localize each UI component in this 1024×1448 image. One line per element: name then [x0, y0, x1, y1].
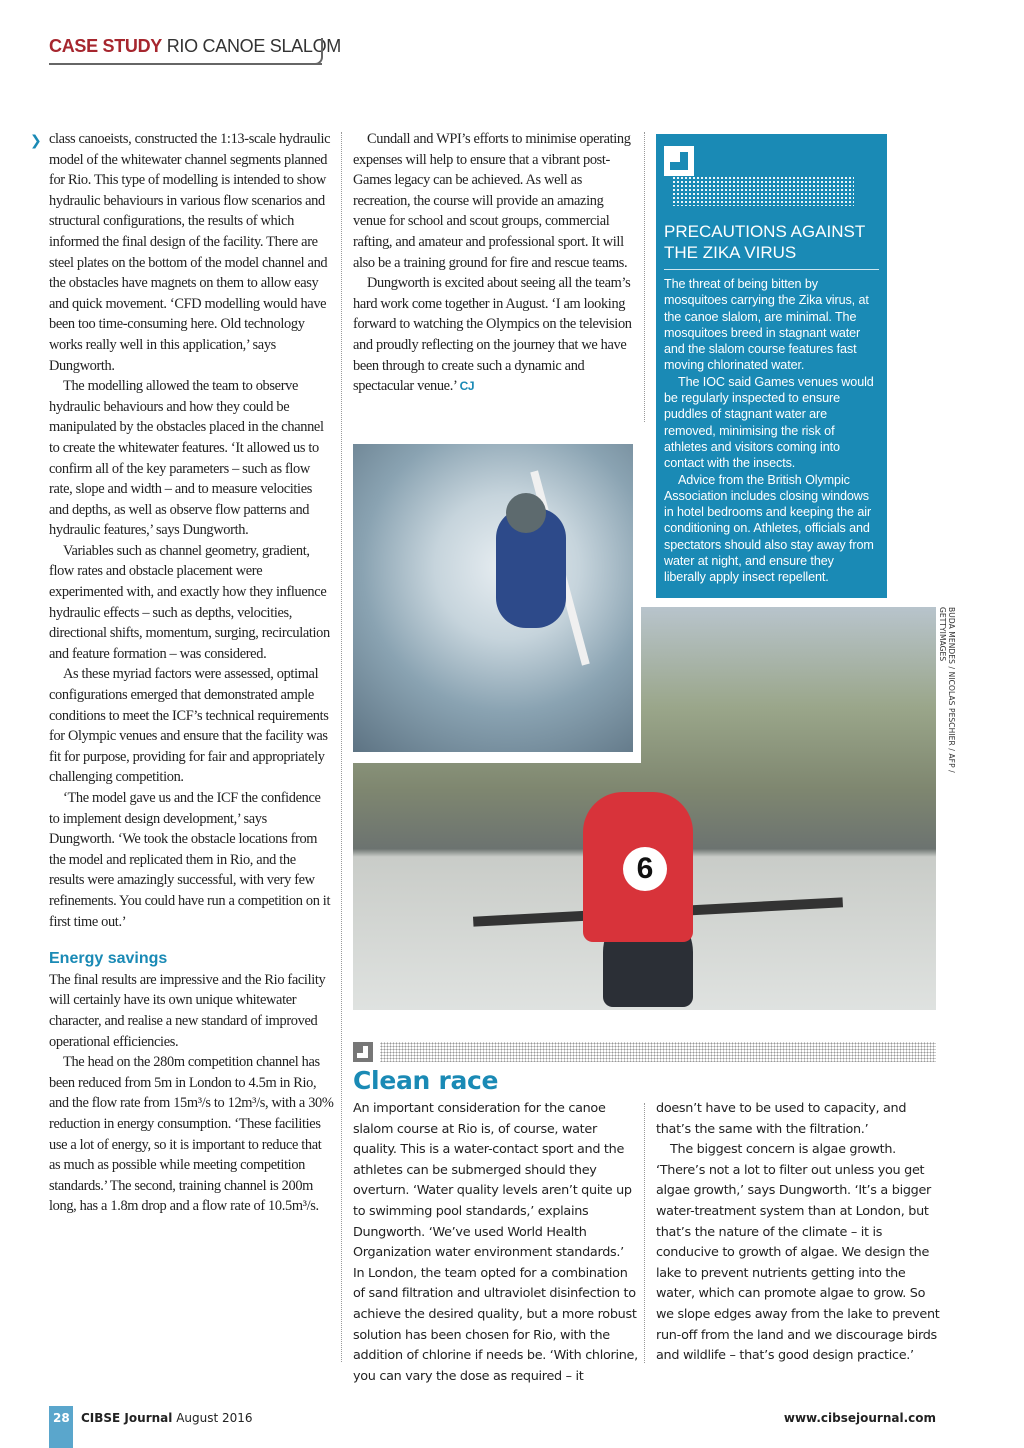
- paragraph: The head on the 280m competition channel has been reduced from 5m in London to 4.5m in Rio, and the flow rate from 15m³/s to 12m³/s, with a 30% reduction in energy consumption. ‘These facilities use a lot of energy, so it is important to reduce that as much as possible while meeting competition standards.’ The second, training channel is 200m long, has a 1.8m drop and a flow rate of 10.5m³/s.: [49, 1054, 334, 1215]
- page-number: 28: [53, 1411, 70, 1425]
- section-title: RIO CANOE SLALOM: [166, 36, 341, 56]
- clean-race-column-2: [656, 1099, 941, 1367]
- paragraph: doesn’t have to be used to capacity, and that’s the same with the filtration.’: [656, 1101, 907, 1137]
- header-hook: [313, 38, 323, 65]
- cibse-logo-icon: [664, 146, 694, 176]
- header-rule: [49, 63, 322, 65]
- paragraph: The modelling allowed the team to observe hydraulic behaviours and how they could be manipulated by the obstacles placed in the channel to create the whitewater features. ‘It allowed us to confirm all of the key parameters – such as flow rate, slope and width – and to measure velocities and depths, as well as observe flow patterns and hydraulic features,’ says Dungworth.: [49, 378, 324, 539]
- paragraph: The final results are impressive and the Rio facility will certainly have its own unique whitewater character, and realise a new standard of improved operational efficiencies.: [49, 971, 326, 1050]
- sidebar-paragraph: The threat of being bitten by mosquitoes carrying the Zika virus, at the canoe slalom, are minimal. The mosquitoes breed in stagnant water and the slalom course features fast moving chlorinated water.: [664, 277, 869, 373]
- column-divider: [341, 132, 342, 1362]
- footer-publication: CIBSE Journal August 2016: [81, 1411, 253, 1425]
- helmet: [506, 493, 546, 533]
- sidebar-title: PRECAUTIONS AGAINST THE ZIKA VIRUS: [664, 221, 879, 270]
- cibse-logo-icon: [353, 1042, 373, 1062]
- dot-pattern: [672, 176, 854, 206]
- paragraph: Dungworth is excited about seeing all the team’s hard work come together in August. ‘I am looking forward to watching the Olympics on the television and proudly reflecting on the journey that we have been through to create such a dynamic and spectacular venue.’: [353, 275, 632, 395]
- section-heading-clean-race: Clean race: [353, 1066, 499, 1095]
- column-divider: [644, 132, 645, 422]
- footer-url[interactable]: www.cibsejournal.com: [783, 1411, 936, 1425]
- paragraph: class canoeists, constructed the 1:13-scale hydraulic model of the whitewater channel segments planned for Rio. This type of modelling is intended to show hydraulic behaviours in various flow scenarios and structural configurations, the results of which informed the final design of the facility. There are steel plates on the bottom of the model channel and the obstacles have magnets on them to allow easy and quick movement. ‘CFD modelling would have been too time-consuming here. Old technology works really well in this application,’ says Dungworth.: [49, 131, 331, 374]
- paragraph: An important consideration for the canoe slalom course at Rio is, of course, water quality. This is a water-contact sport and the athletes can be submerged should they overturn. ‘Water quality levels aren’t quite up to swimming pool standards,’ explains Dungworth. ‘We’ve used World Health Organization water environment standards.’ In London, the team opted for a combination of sand filtration and ultraviolet disinfection to achieve the desired quality, but a more robust solution has been chosen for Rio, with the addition of chlorine if needs be. ‘With chlorine, you can vary the dose as required – it: [353, 1101, 638, 1384]
- signoff: CJ: [459, 379, 475, 394]
- running-header: [49, 36, 341, 57]
- continue-arrow-icon: ❯: [30, 133, 42, 149]
- article-column-2: [353, 129, 633, 397]
- clean-race-column-1: [353, 1099, 638, 1387]
- photo-canoeist-whitewater: [346, 438, 641, 763]
- subheading-energy-savings: Energy savings: [49, 950, 168, 968]
- paragraph: The biggest concern is algae growth. ‘There’s not a lot to filter out unless you get algae growth,’ says Dungworth. ‘It’s a bigger water-treatment system than at London, but that’s the nature of the climate – it is conducive to growth of algae. We design the lake to prevent nutrients getting into the water, which can promote algae to grow. So we slope edges away from the lake to prevent run-off from the land and we discourage birds and wildlife – that’s good design practice.’: [656, 1142, 940, 1364]
- column-divider: [644, 1103, 645, 1363]
- bib-number: 6: [623, 847, 667, 891]
- dot-pattern: [380, 1042, 936, 1062]
- paragraph: Variables such as channel geometry, gradient, flow rates and obstacle placement were experimented with, and exactly how they influence hydraulic effects – such as depths, velocities, directional shifts, momentum, surging, recirculation and feature formation – was considered.: [49, 542, 330, 662]
- sidebar-zika: [656, 134, 887, 598]
- paragraph: ‘The model gave us and the ICF the confidence to implement design development,’ says Dungworth. ‘We took the obstacle locations from the model and replicated them in Rio, and the results were amazingly successful, with very few refinements. You could have run a competition on it first time out.’: [49, 790, 331, 930]
- section-label: CASE STUDY: [49, 36, 163, 56]
- sidebar-paragraph: The IOC said Games venues would be regularly inspected to ensure puddles of stagnant water are removed, minimising the risk of athletes and visitors coming into contact with the insects.: [664, 374, 874, 471]
- paragraph: Cundall and WPI’s efforts to minimise operating expenses will help to ensure that a vibrant post-Games legacy can be achieved. As well as recreation, the course will provide an amazing venue for school and scout groups, commercial rafting, and amateur and professional sport. It will also be a training ground for fire and rescue teams.: [353, 131, 631, 271]
- paragraph: As these myriad factors were assessed, optimal configurations emerged that demonstrated ample conditions to meet the ICF’s technical requirements for Olympic venues and ensure that the facility was fit for purpose, providing for fair and appropriately challenging competition.: [49, 666, 329, 786]
- photo-credit: BUDA MENDES / NICOLAS PESCHIER / AFP / GETTYIMAGES: [938, 607, 956, 773]
- sidebar-paragraph: Advice from the British Olympic Association includes closing windows in hotel bedrooms and keeping the air conditioning on. Athletes, officials and spectators should also stay away from water at night, and ensure they liberally apply insect repellent.: [664, 472, 874, 585]
- article-column-1: [49, 129, 334, 1217]
